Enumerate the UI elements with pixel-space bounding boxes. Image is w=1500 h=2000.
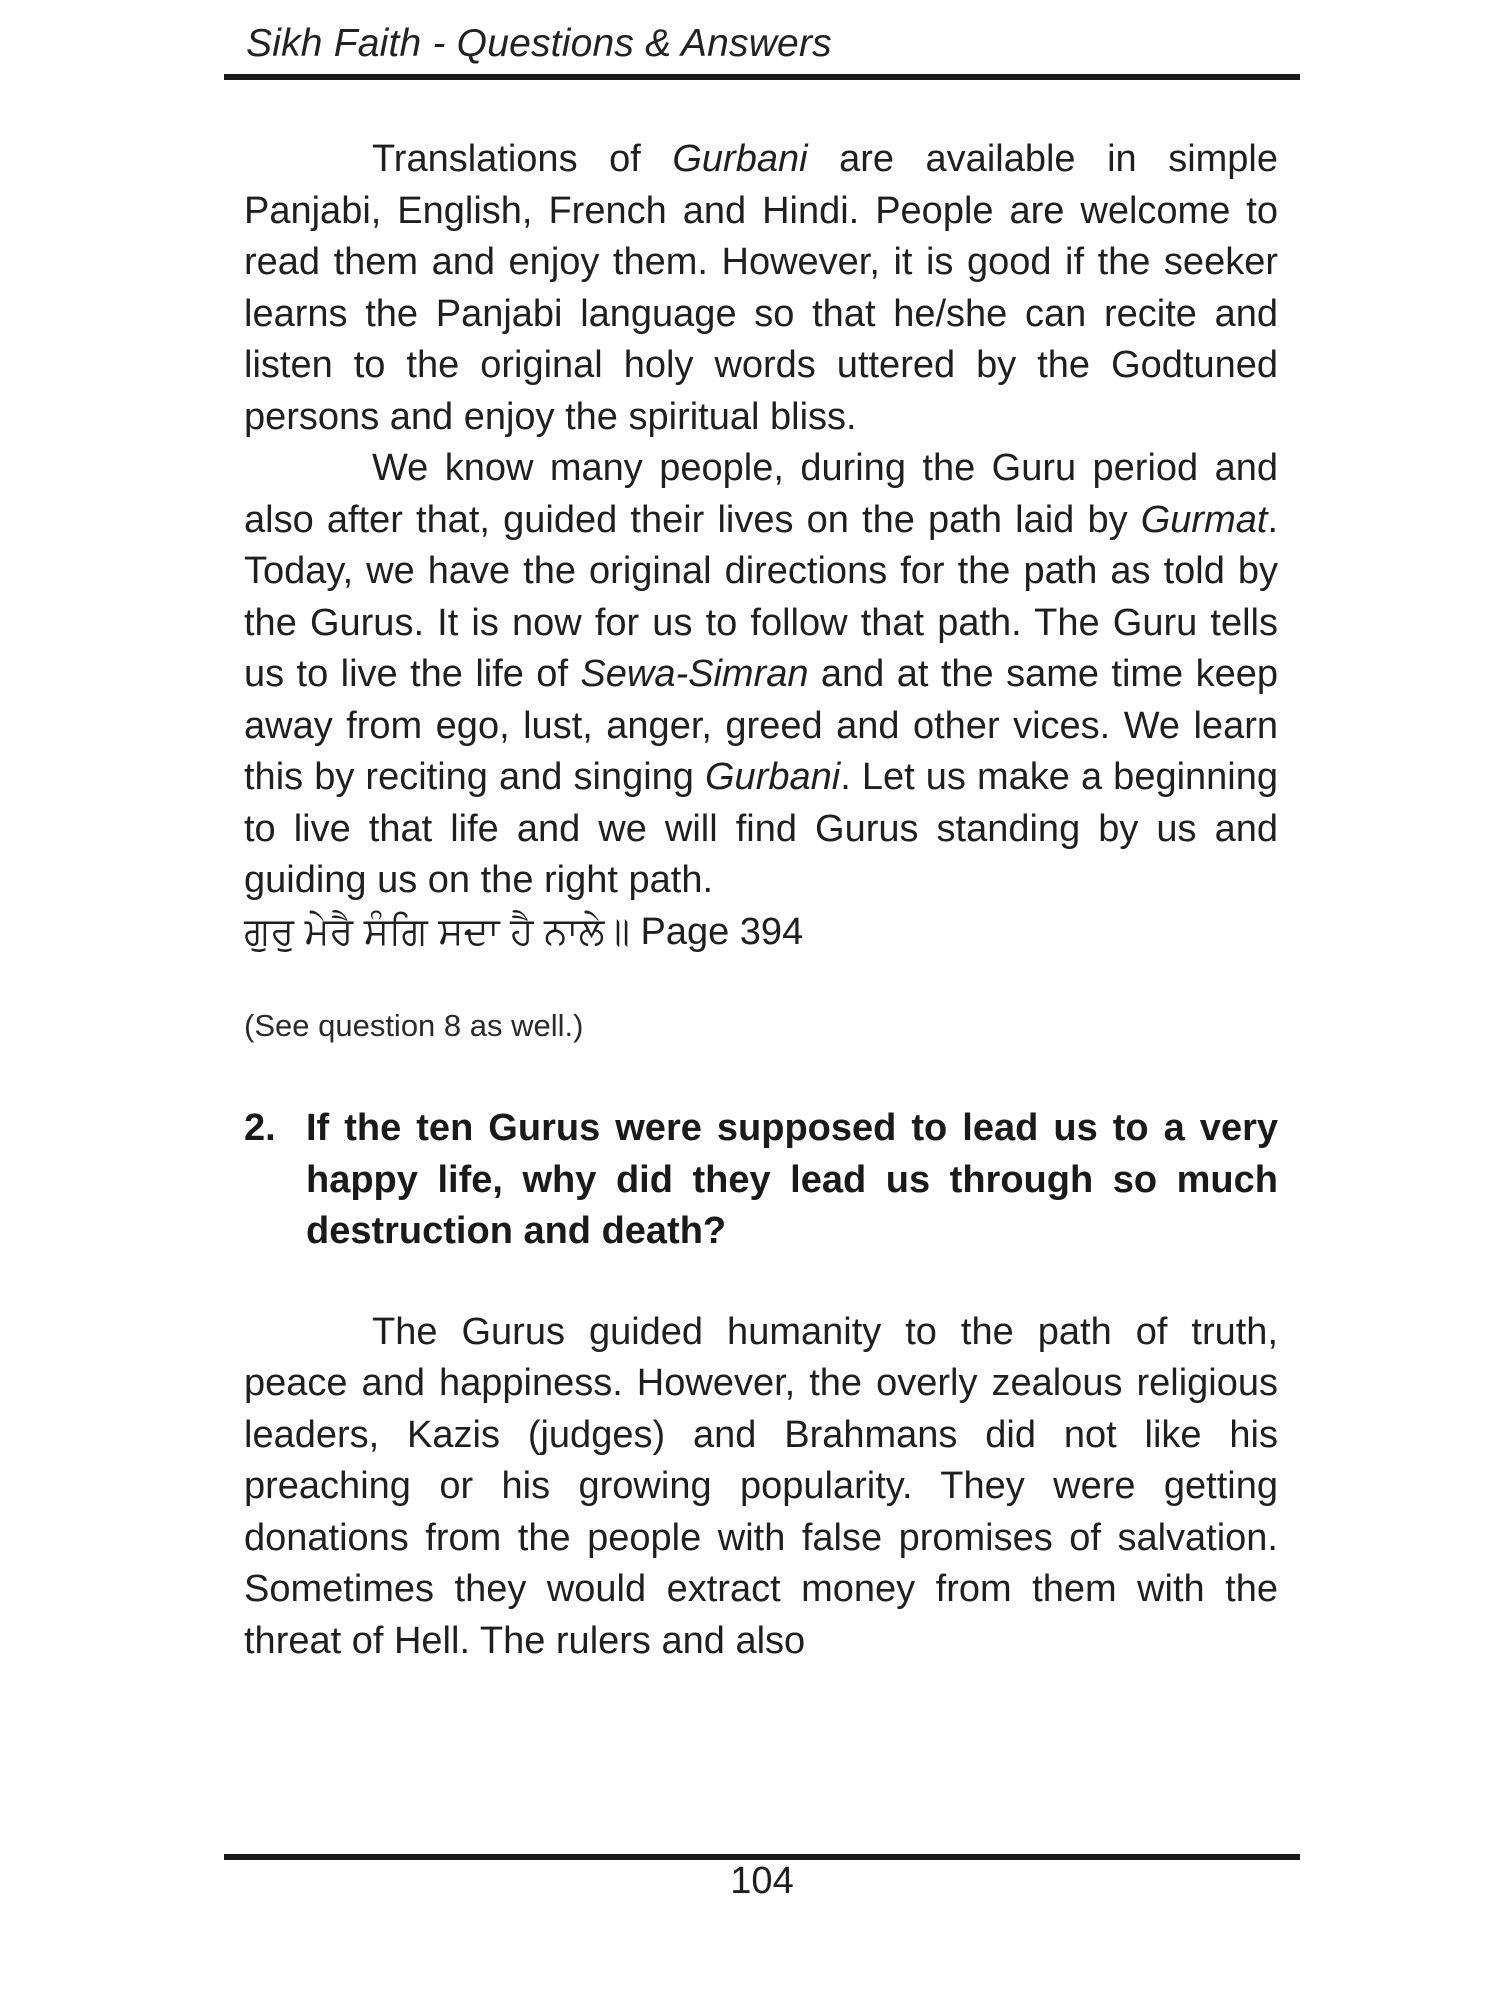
question-heading xyxy=(244,1103,1278,1258)
para1-italic-gurbani: Gurbani xyxy=(672,138,808,180)
running-header: Sikh Faith - Questions & Answers xyxy=(246,22,832,65)
question-text: If the ten Gurus were supposed to lead us to a very happy life, why did they lead us through so much destruction and death? xyxy=(306,1107,1278,1252)
question-number: 2. xyxy=(244,1107,276,1149)
para2-italic-gurmat: Gurmat xyxy=(1140,498,1268,541)
paragraph-guru-period xyxy=(244,443,1278,907)
para2-italic-sewa-simran: Sewa-Simran xyxy=(580,653,809,695)
para2-text-4: . Let us make a beginning to live that life and we will find Gurus standing by us and guiding us on the right path. xyxy=(244,756,1279,901)
para2-italic-gurbani: Gurbani xyxy=(705,756,841,798)
gurmukhi-verse: ਗੁਰੁ ਮੇਰੈ ਸੰਗਿ ਸਦਾ ਹੈ ਨਾਲੇ॥ xyxy=(244,910,630,953)
para2-text-3: and at the same time keep away from ego, lust, anger, greed and other vices. We learn this by reciting and singing xyxy=(244,653,1279,798)
para1-text-2: are available in simple Panjabi, English, French and Hindi. People are welcome to read them and enjoy them. However, it is good if the seeker learns the Panjabi language so that he/she can recite and listen to the original holy words uttered by the Godtuned persons and enjoy the spiritual bliss. xyxy=(244,138,1279,438)
para1-text-1: Translations of xyxy=(372,138,673,180)
see-also-note: (See question 8 as well.) xyxy=(244,1008,584,1043)
citation-page-ref: Page 394 xyxy=(629,910,804,953)
page-content xyxy=(244,134,1278,1667)
paragraph-translations xyxy=(244,134,1278,443)
answer-text: The Gurus guided humanity to the path of truth, peace and happiness. However, the overly zealous religious leaders, Kazis (judges) and Brahmans did not like his preaching or his growing popularity. They were getting donations from the people with false promises of salvation. Sometimes they would extract money from them with the threat of Hell. The rulers and also xyxy=(244,1310,1278,1662)
para2-text-1: We know many people, during the Guru period and also after that, guided their lives on the path laid by xyxy=(244,447,1278,541)
header-rule xyxy=(224,74,1300,80)
answer-paragraph xyxy=(244,1307,1278,1668)
scripture-citation xyxy=(244,907,1278,959)
para2-text-2: . Today, we have the original directions for the path as told by the Gurus. It is now for us to follow that path. The Guru tells us to live the life of xyxy=(244,498,1278,695)
page-number: 104 xyxy=(730,1860,794,1902)
